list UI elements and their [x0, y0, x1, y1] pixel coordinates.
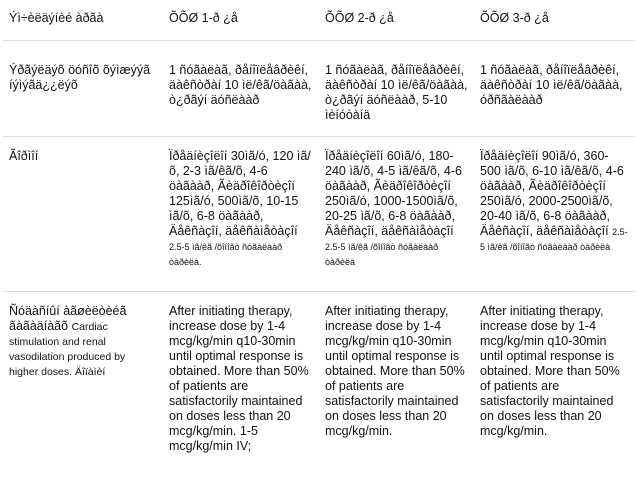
- treatment-table: [3, 0, 635, 479]
- hormone-label: Ãîðìîí: [3, 136, 163, 291]
- vasopressor-row: [3, 291, 635, 479]
- vasopressor-stage-1-dose: 1-5 mcg/kg/min IV;: [169, 423, 258, 453]
- hormone-stage-1-text: Ïðåäíèçîëîí 30ìã/ó, 120 ìã/õ, 2-3 ìã/êã/õ, 4-6 öàãààð, Ãèäðîêîðòèçîí 125ìã/ó, 500ìã/õ, 10-15 ìã/õ, 6-8 öàãààð, Äåêñàçîí, äåêñàìåòàçîí: [169, 148, 311, 238]
- fluid-label: Ýðãýëäýõ öóñîõ õýìæýýã íýìýãä¿¿ëýõ: [3, 40, 163, 136]
- vasopressor-label-text: Ñóäàñíûí àãøèëòèéã ãàãàäíàãõ: [9, 303, 127, 333]
- header-stage-3: ÕÕØ 3-ð ¿å: [474, 0, 635, 40]
- fluid-row: [3, 40, 635, 136]
- hormone-stage-2: [319, 136, 474, 291]
- hormone-stage-1: [163, 136, 319, 291]
- hormone-row: [3, 136, 635, 291]
- fluid-stage-3: 1 ñóãàëàã, ðåíîïëåâðèêí, äàêñòðàí 10 ìë/êã/öàãàà, óðñãàëààð: [474, 40, 635, 136]
- header-stage-2: ÕÕØ 2-ð ¿å: [319, 0, 474, 40]
- vasopressor-label: [3, 291, 163, 479]
- vasopressor-stage-2: After initiating therapy, increase dose by 1-4 mcg/kg/min q10-30min until optimal response is obtained. More than 50% of patients are satisfactorily maintained on doses less than 20 mcg/kg/min.: [325, 303, 465, 438]
- header-treatment: Ýì÷èëäýíèé àðãà: [3, 0, 163, 40]
- hormone-stage-2-note: 2.5-5 ìã/êã /õîíîãò ñóãàëààð òàðèëà: [325, 241, 439, 267]
- hormone-stage-3: [474, 136, 635, 291]
- header-stage-1: ÕÕØ 1-ð ¿å: [163, 0, 319, 40]
- vasopressor-stage-3: After initiating therapy, increase dose by 1-4 mcg/kg/min q10-30min until optimal response is obtained. More than 50% of patients are satisfactorily maintained on doses less than 20 mcg/kg/min.: [480, 303, 620, 438]
- hormone-stage-3-text: Ïðåäíèçîëîí 90ìã/ó, 360-500 ìã/õ, 6-10 ìã/êã/õ, 4-6 öàãààð, Ãèäðîêîðòèçîí 250ìã/ó, 2000-2500ìã/õ, 20-40 ìã/õ, 6-8 öàãààð, Äåêñàçîí, äåêñàìåòàçîí: [480, 148, 624, 238]
- vasopressor-label-note: Cardiac stimulation and renal vasodilation produced by higher doses. Äîïàìèí: [9, 320, 126, 378]
- hormone-stage-3-note: 2.5-5 ìã/êã /õîíîãò ñóãàëààð òàðèëà: [480, 226, 628, 252]
- vasopressor-stage-1-text: After initiating therapy, increase dose by 1-4 mcg/kg/min q10-30min until optimal response is obtained. More than 50% of patients are satisfactorily maintained on doses less than 20 mcg/kg/min.: [169, 303, 309, 438]
- header-row: [3, 0, 635, 40]
- hormone-stage-1-note: 2.5-5 ìã/êã /õîíîãò ñóãàëààð òàðèëà.: [169, 241, 283, 267]
- hormone-stage-2-text: Ïðåäíèçîëîí 60ìã/ó, 180-240 ìã/õ, 4-5 ìã/êã/õ, 4-6 öàãààð, Ãèäðîêîðòèçîí 250ìã/ó, 1000-1500ìã/õ, 20-25 ìã/õ, 6-8 öàãààð, Äåêñàçîí, äåêñàìåòàçîí: [325, 148, 462, 238]
- fluid-stage-1: 1 ñóãàëàã, ðåíîïëåâðèêí, äàêñòðàí 10 ìë/êã/öàãàà, ò¿ðãýí äóñëààð: [163, 40, 319, 136]
- fluid-stage-2: 1 ñóãàëàã, ðåíîïëåâðèêí, äàêñòðàí 10 ìë/êã/öàãàà, ò¿ðãýí äóñëààð, 5-10 ìèíóòàíä: [319, 40, 474, 136]
- vasopressor-stage-1: [163, 291, 319, 479]
